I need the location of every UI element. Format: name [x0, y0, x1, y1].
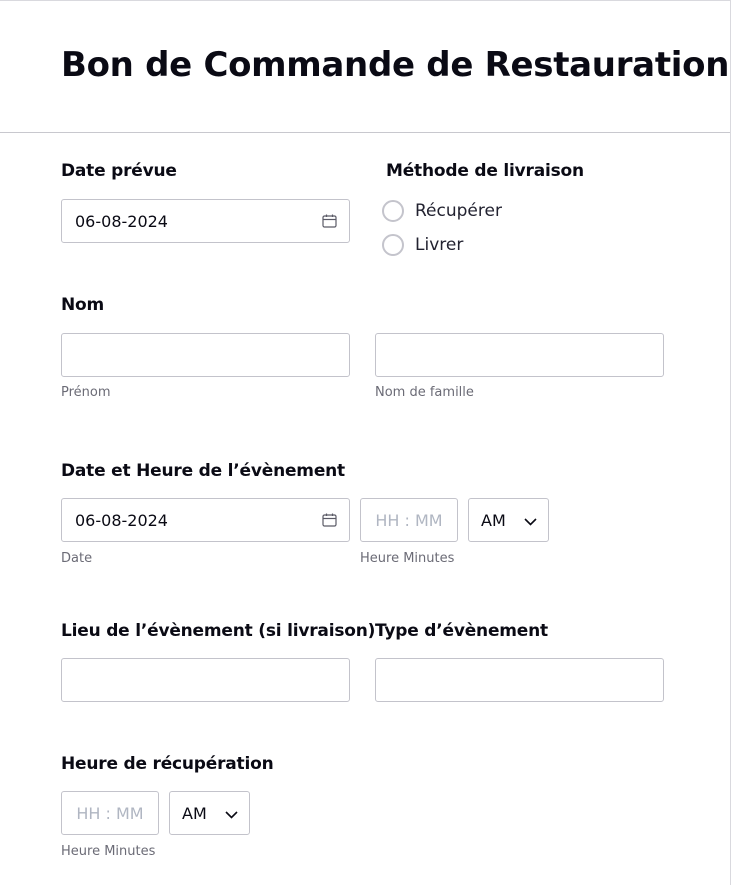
chevron-down-icon — [524, 511, 537, 530]
radio-option-livrer[interactable] — [382, 234, 463, 256]
radio-circle[interactable] — [382, 200, 404, 222]
form-title: Bon de Commande de Restauration — [61, 45, 730, 85]
delivery-method-label: Méthode de livraison — [386, 161, 584, 181]
event-type-label: Type d’évènement — [375, 621, 548, 641]
event-ampm-select[interactable] — [468, 498, 549, 542]
date-prevue-label: Date prévue — [61, 161, 177, 181]
calendar-icon[interactable] — [321, 512, 337, 528]
radio-option-recuperer[interactable] — [382, 200, 502, 222]
pickup-ampm-select[interactable] — [169, 791, 250, 835]
calendar-icon[interactable] — [321, 213, 337, 229]
event-ampm-value: AM — [481, 510, 506, 530]
pickup-time-input[interactable] — [61, 791, 159, 835]
radio-label-livrer: Livrer — [415, 235, 464, 255]
last-name-sublabel: Nom de famille — [375, 385, 474, 400]
event-location-label: Lieu de l’évènement (si livraison) — [61, 621, 376, 641]
event-datetime-label: Date et Heure de l’évènement — [61, 461, 345, 481]
form-header — [0, 1, 730, 133]
event-time-input[interactable] — [360, 498, 458, 542]
event-date-sublabel: Date — [61, 551, 93, 566]
first-name-input[interactable] — [61, 333, 350, 377]
event-location-input[interactable] — [61, 658, 350, 702]
radio-circle[interactable] — [382, 234, 404, 256]
date-prevue-value: 06-08-2024 — [75, 211, 168, 231]
name-label: Nom — [61, 295, 105, 315]
pickup-ampm-value: AM — [182, 803, 207, 823]
pickup-time-label: Heure de récupération — [61, 754, 274, 774]
chevron-down-icon — [225, 804, 238, 823]
first-name-sublabel: Prénom — [61, 385, 111, 400]
event-date-input[interactable] — [61, 498, 350, 542]
event-time-placeholder: HH : MM — [375, 510, 443, 530]
pickup-time-sublabel: Heure Minutes — [61, 844, 156, 859]
date-prevue-input[interactable] — [61, 199, 350, 243]
pickup-time-placeholder: HH : MM — [76, 803, 144, 823]
event-date-value: 06-08-2024 — [75, 510, 168, 530]
event-type-input[interactable] — [375, 658, 664, 702]
last-name-input[interactable] — [375, 333, 664, 377]
event-time-sublabel: Heure Minutes — [360, 551, 455, 566]
radio-label-recuperer: Récupérer — [415, 201, 502, 221]
